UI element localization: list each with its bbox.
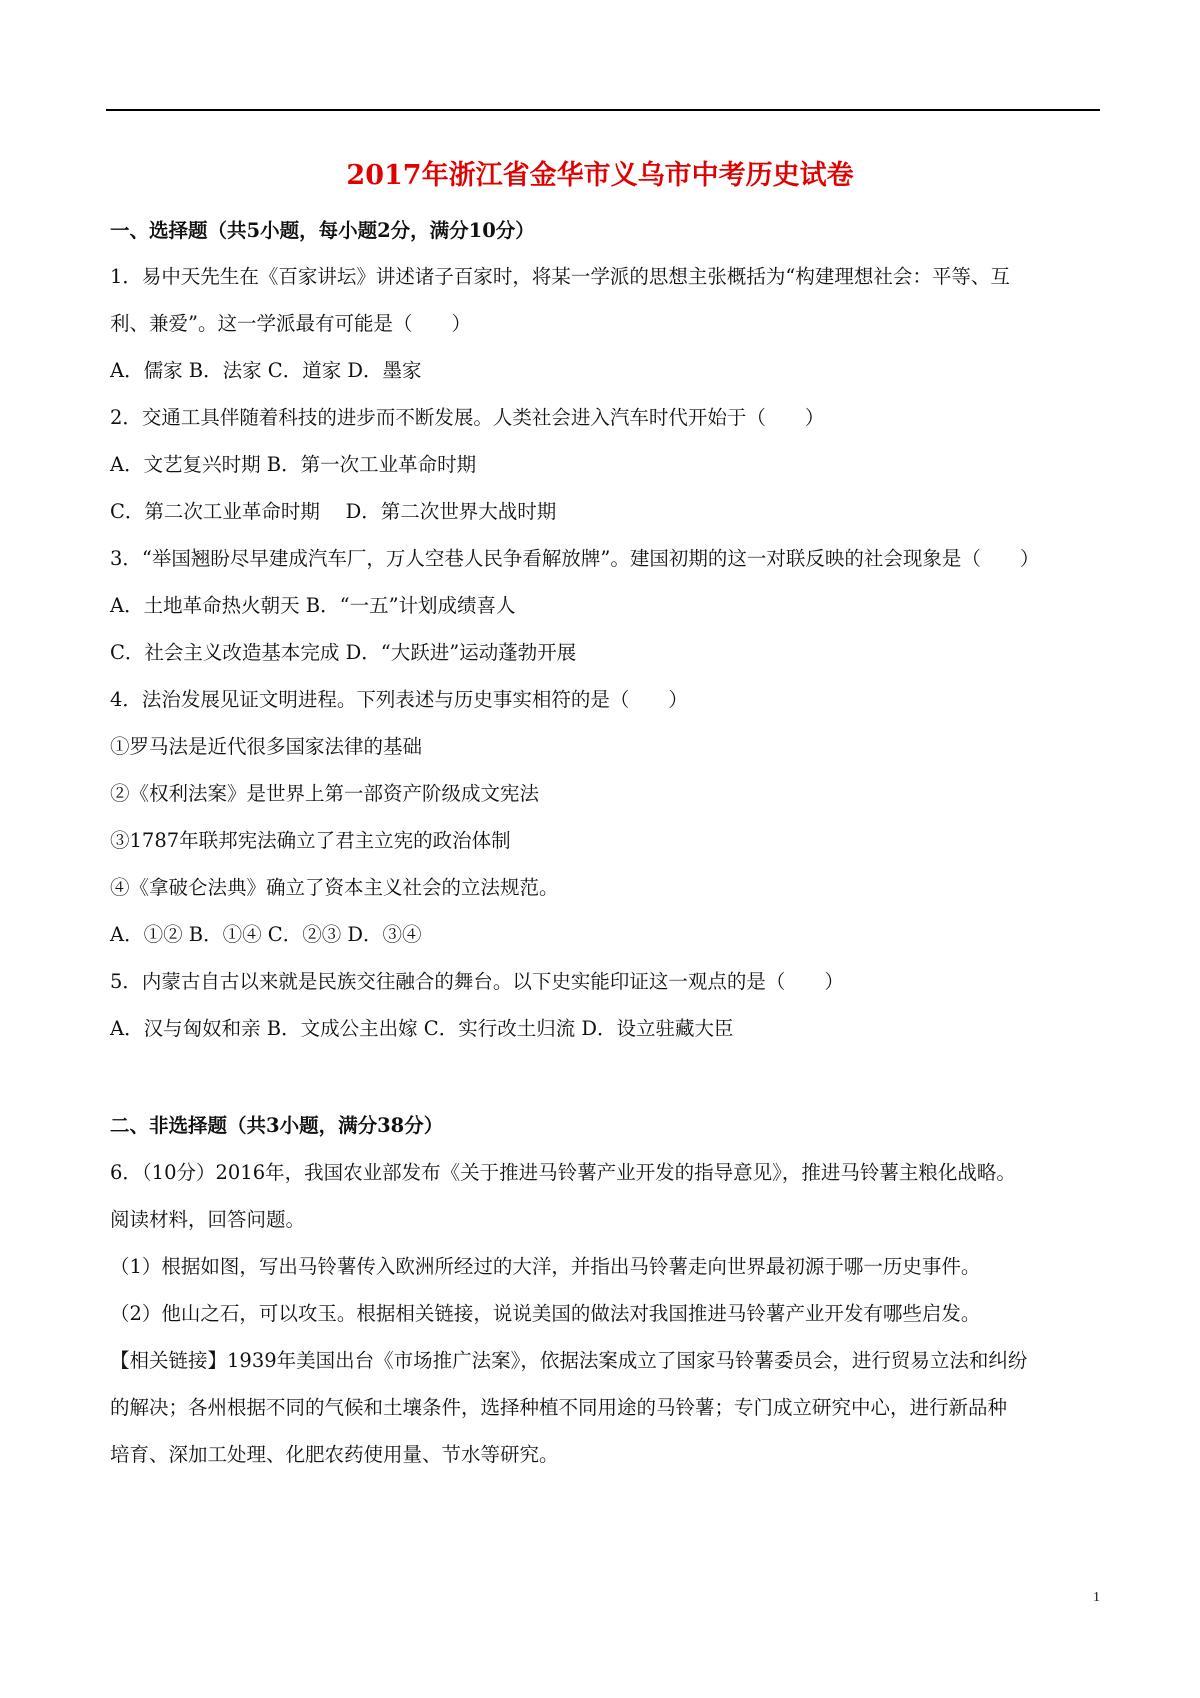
question-3-options-1: A．土地革命热火朝天 B．“一五”计划成绩喜人	[110, 594, 516, 617]
question-4-statement-1: ①罗马法是近代很多国家法律的基础	[110, 735, 423, 758]
question-2-options-2: C．第二次工业革命时期 D．第二次世界大战时期	[110, 500, 557, 523]
question-1-options: A．儒家 B．法家 C．道家 D．墨家	[110, 359, 422, 382]
question-6-line-2: 阅读材料，回答问题。	[110, 1208, 306, 1231]
question-1-line-1: 1．易中天先生在《百家讲坛》讲述诸子百家时，将某一学派的思想主张概括为“构建理想社会：平等、互	[110, 265, 1010, 288]
question-4-text: 4．法治发展见证文明进程。下列表述与历史事实相符的是（ ）	[110, 688, 688, 711]
question-5-options: A．汉与匈奴和亲 B．文成公主出嫁 C．实行改土归流 D．设立驻藏大臣	[110, 1017, 734, 1040]
question-2-text: 2．交通工具伴随着科技的进步而不断发展。人类社会进入汽车时代开始于（ ）	[110, 406, 825, 429]
related-link-line-1: 【相关链接】1939年美国出台《市场推广法案》，依据法案成立了国家马铃薯委员会，进行贸易立法和纠纷	[110, 1349, 1028, 1372]
header-rule	[106, 109, 1100, 111]
question-6-line-1: 6．（10分）2016年，我国农业部发布《关于推进马铃薯产业开发的指导意见》，推进马铃薯主粮化战略。	[110, 1161, 1016, 1184]
section-1-heading: 一、选择题（共5小题，每小题2分，满分10分）	[110, 219, 535, 242]
question-3-text: 3．“举国翘盼尽早建成汽车厂，万人空巷人民争看解放牌”。建国初期的这一对联反映的社会现象是（ ）	[110, 547, 1040, 570]
question-3-options-2: C．社会主义改造基本完成 D．“大跃进”运动蓬勃开展	[110, 641, 577, 664]
question-4-statement-4: ④《拿破仑法典》确立了资本主义社会的立法规范。	[110, 876, 559, 899]
question-2-options-1: A．文艺复兴时期 B．第一次工业革命时期	[110, 453, 477, 476]
question-4-statement-2: ②《权利法案》是世界上第一部资产阶级成文宪法	[110, 782, 540, 805]
exam-title: 2017年浙江省金华市义乌市中考历史试卷	[346, 160, 854, 191]
section-2-heading: 二、非选择题（共3小题，满分38分）	[110, 1114, 444, 1137]
question-6-part-2: （2）他山之石，可以攻玉。根据相关链接，说说美国的做法对我国推进马铃薯产业开发有哪些启发。	[110, 1302, 981, 1325]
question-1-line-2: 利、兼爱”。这一学派最有可能是（ ）	[110, 312, 471, 335]
related-link-line-2: 的解决；各州根据不同的气候和土壤条件，选择种植不同用途的马铃薯；专门成立研究中心，进行新品种	[110, 1396, 1008, 1419]
question-4-options: A．①② B．①④ C．②③ D．③④	[110, 923, 422, 946]
related-link-line-3: 培育、深加工处理、化肥农药使用量、节水等研究。	[110, 1443, 559, 1466]
question-4-statement-3: ③1787年联邦宪法确立了君主立宪的政治体制	[110, 829, 511, 852]
question-5-text: 5．内蒙古自古以来就是民族交往融合的舞台。以下史实能印证这一观点的是（ ）	[110, 970, 844, 993]
page-number: 1	[1093, 1590, 1100, 1605]
question-6-part-1: （1）根据如图，写出马铃薯传入欧洲所经过的大洋，并指出马铃薯走向世界最初源于哪一历史事件。	[110, 1255, 981, 1278]
